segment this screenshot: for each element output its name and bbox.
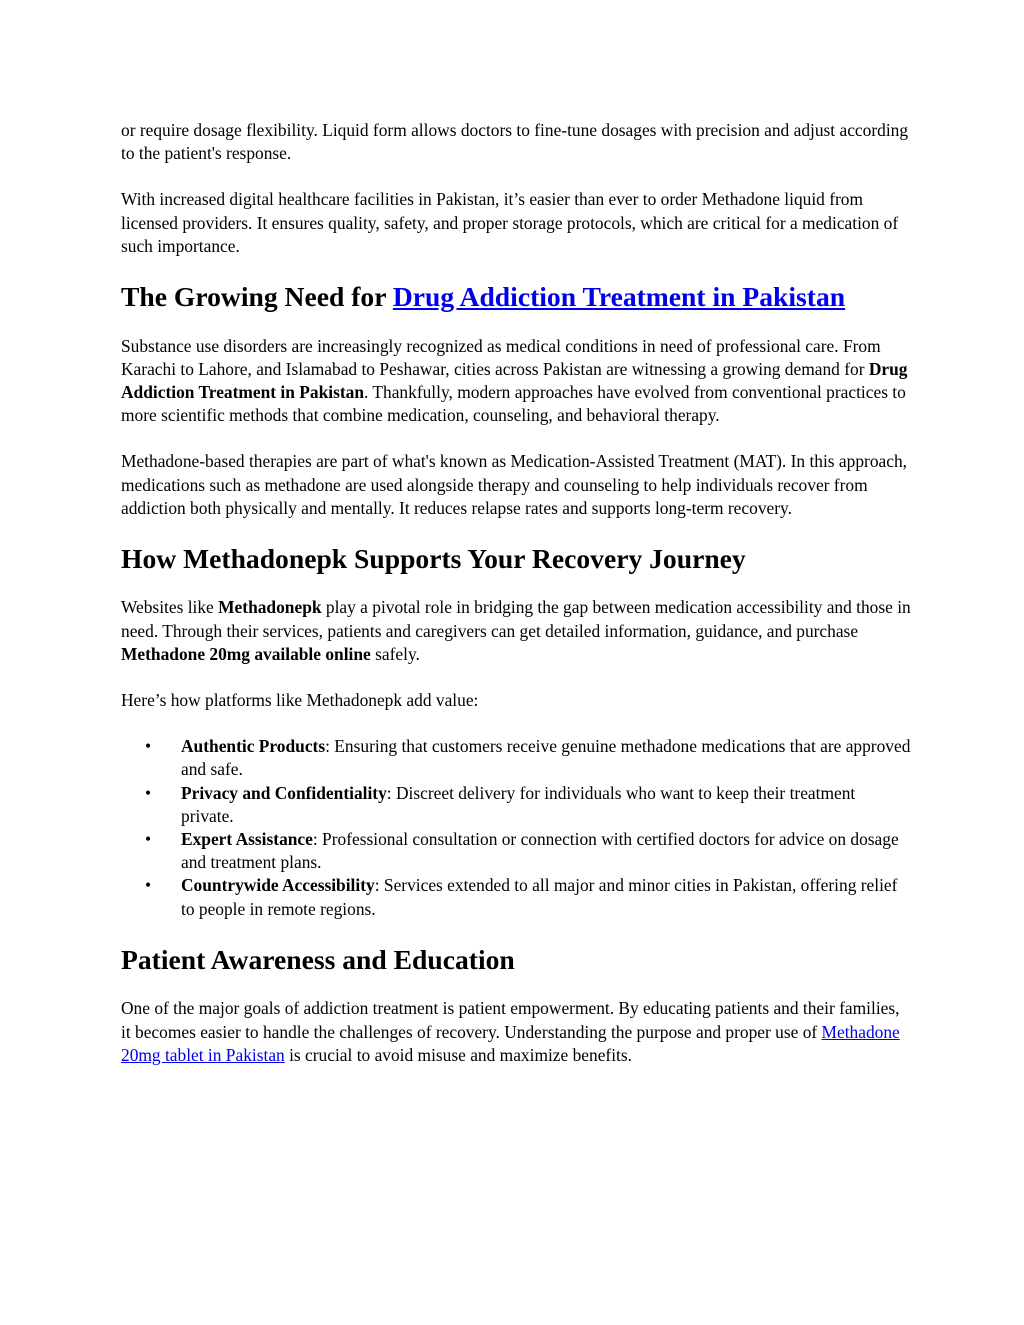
list-item-title: Countrywide Accessibility	[181, 875, 375, 896]
list-item-title: Authentic Products	[181, 736, 326, 757]
list-item	[121, 782, 911, 828]
bullet-icon: •	[145, 829, 152, 850]
paragraph-text: Substance use disorders are increasingly recognized as medical conditions in need of professional care. From Karachi to Lahore, and Islamabad to Peshawar, cities across Pakistan are witnessing a growing demand for	[121, 335, 881, 379]
section-heading-methadonepk: How Methadonepk Supports Your Recovery Journey	[121, 542, 746, 574]
paragraph-text: . Thankfully, modern approaches have evolved from conventional practices to more scientific methods that combine medication, counseling, and behavioral therapy.	[121, 381, 906, 426]
bullet-icon: •	[145, 782, 152, 803]
document-page	[121, 119, 911, 1067]
list-item	[121, 735, 911, 781]
bold-text: Drug Addiction Treatment in Pakistan	[121, 358, 908, 402]
paragraph-text: Websites like	[121, 597, 219, 618]
paragraph-text: One of the major goals of addiction treatment is patient empowerment. By educating patients and their families, it becomes easier to handle the challenges of recovery. Understanding the purpose and proper use of	[121, 998, 900, 1042]
methadonepk-paragraph-2: Here’s how platforms like Methadonepk add value:	[121, 690, 479, 711]
bullet-icon: •	[145, 736, 152, 757]
paragraph-text: safely.	[370, 643, 420, 664]
list-item	[121, 828, 911, 874]
bold-text: Methadonepk	[218, 597, 322, 618]
list-item-title: Expert Assistance	[181, 829, 313, 850]
methadonepk-paragraph-1	[121, 596, 911, 666]
list-item-text: : Ensuring that customers receive genuine methadone medications that are approved and safe.	[181, 736, 911, 780]
patient-awareness-paragraph-1	[121, 997, 911, 1067]
list-item-text: : Services extended to all major and minor cities in Pakistan, offering relief to people in remote regions.	[181, 875, 898, 919]
list-item	[121, 874, 911, 920]
list-item-text: : Discreet delivery for individuals who want to keep their treatment private.	[181, 782, 856, 826]
section-heading-patient-awareness: Patient Awareness and Education	[121, 943, 515, 975]
bullet-icon: •	[145, 875, 152, 896]
paragraph-text: is crucial to avoid misuse and maximize benefits.	[284, 1044, 632, 1065]
list-item-title: Privacy and Confidentiality	[181, 782, 387, 803]
growing-need-paragraph-2: Methadone-based therapies are part of what's known as Medication-Assisted Treatment (MAT). In this approach, medications such as methadone are used alongside therapy and counseling to help individuals recover from addiction both physically and mentally. It reduces relapse rates and supports long-term recovery.	[121, 451, 907, 518]
methadone-20mg-tablet-link[interactable]: Methadone 20mg tablet in Pakistan	[121, 1021, 900, 1065]
intro-paragraph-2: With increased digital healthcare facilities in Pakistan, it’s easier than ever to order Methadone liquid from licensed providers. It ensures quality, safety, and proper storage protocols, which are critical for a medication of such importance.	[121, 189, 899, 256]
intro-paragraph-1: or require dosage flexibility. Liquid form allows doctors to fine-tune dosages with precision and adjust according to the patient's response.	[121, 120, 909, 164]
growing-need-paragraph-1	[121, 335, 911, 428]
paragraph-text: play a pivotal role in bridging the gap between medication accessibility and those in need. Through their services, patients and caregivers can get detailed information, guidance, and purchase	[121, 597, 911, 641]
bold-text: Methadone 20mg available online	[121, 643, 371, 664]
heading-prefix: The Growing Need for	[121, 281, 393, 313]
drug-addiction-treatment-link[interactable]: Drug Addiction Treatment in Pakistan	[392, 281, 846, 313]
list-item-text: : Professional consultation or connection with certified doctors for advice on dosage and treatment plans.	[181, 829, 899, 873]
section-heading-growing-need	[121, 280, 911, 315]
value-list	[121, 735, 911, 921]
